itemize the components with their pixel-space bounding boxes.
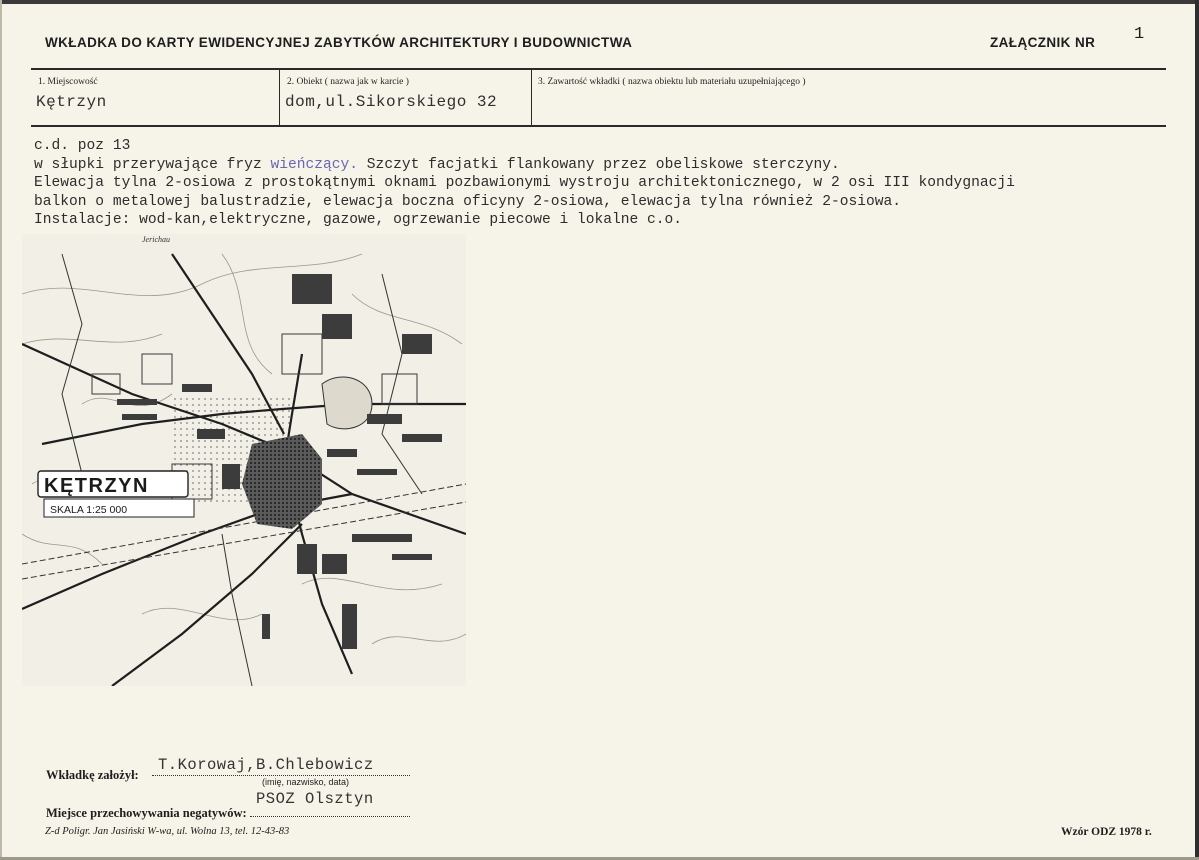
map-town-label: KĘTRZYN xyxy=(44,475,149,497)
map-scale-label: SKALA 1:25 000 xyxy=(50,504,128,516)
storage-underline xyxy=(250,816,410,817)
description-line-1: c.d. poz 13 xyxy=(34,138,131,154)
highlighted-word: wieńczący. xyxy=(270,156,359,173)
form-pattern: Wzór ODZ 1978 r. xyxy=(1061,826,1152,838)
annex-number: 1 xyxy=(1134,25,1145,44)
field-label-locality: 1. Miejscowość xyxy=(38,77,98,87)
description-line-5: Instalacje: wod-kan,elektryczne, gazowe, ogrzewanie piecowe i lokalne c.o. xyxy=(34,212,683,228)
description-line-2: w słupki przerywające fryz wieńczący. Szczyt facjatki flankowany przez obeliskowe sterczyny. xyxy=(34,156,840,173)
field-label-contents: 3. Zawartość wkładki ( nazwa obiektu lub materiału uzupełniającego ) xyxy=(538,77,806,87)
fields-divider-2 xyxy=(531,70,532,126)
field-value-locality: Kętrzyn xyxy=(36,93,107,111)
description-line-4: balkon o metalowej balustradzie, elewacja boczna oficyny 2-osiowa, elewacja tylna również 2-osiowa. xyxy=(34,193,902,210)
field-label-object: 2. Obiekt ( nazwa jak w karcie ) xyxy=(287,77,409,87)
description-line-3: Elewacja tylna 2-osiowa z prostokątnymi oknami pozbawionymi wystroju architektonicznego, w 2 osi III kondygnacji xyxy=(34,175,1015,191)
inserted-by-label: Wkładkę założył: xyxy=(46,768,139,782)
town-map xyxy=(22,234,466,686)
inserted-by-underline xyxy=(152,775,410,776)
inserted-by-hint: (imię, nazwisko, data) xyxy=(262,777,350,787)
page-edge-right xyxy=(1195,0,1199,860)
printer-imprint: Z-d Poligr. Jan Jasiński W-wa, ul. Wolna 13, tel. 12-43-83 xyxy=(45,826,290,837)
fields-divider-1 xyxy=(279,70,280,126)
town-map-drawing xyxy=(22,234,466,686)
storage-label: Miejsce przechowywania negatywów: xyxy=(46,806,247,820)
fields-bottom-rule xyxy=(31,125,1166,127)
page-edge-top xyxy=(0,0,1199,4)
fields-top-rule xyxy=(31,68,1166,70)
form-title: WKŁADKA DO KARTY EWIDENCYJNEJ ZABYTKÓW ARCHITEKTURY I BUDOWNICTWA xyxy=(45,35,633,50)
field-value-object: dom,ul.Sikorskiego 32 xyxy=(285,93,498,111)
description-text xyxy=(34,137,1184,230)
inserted-by-value: T.Korowaj,B.Chlebowicz xyxy=(158,756,374,774)
annex-label: ZAŁĄCZNIK NR xyxy=(990,35,1096,50)
page-edge-left xyxy=(0,0,2,860)
map-top-fragment: Jerichau xyxy=(142,235,170,244)
storage-value: PSOZ Olsztyn xyxy=(256,790,374,808)
